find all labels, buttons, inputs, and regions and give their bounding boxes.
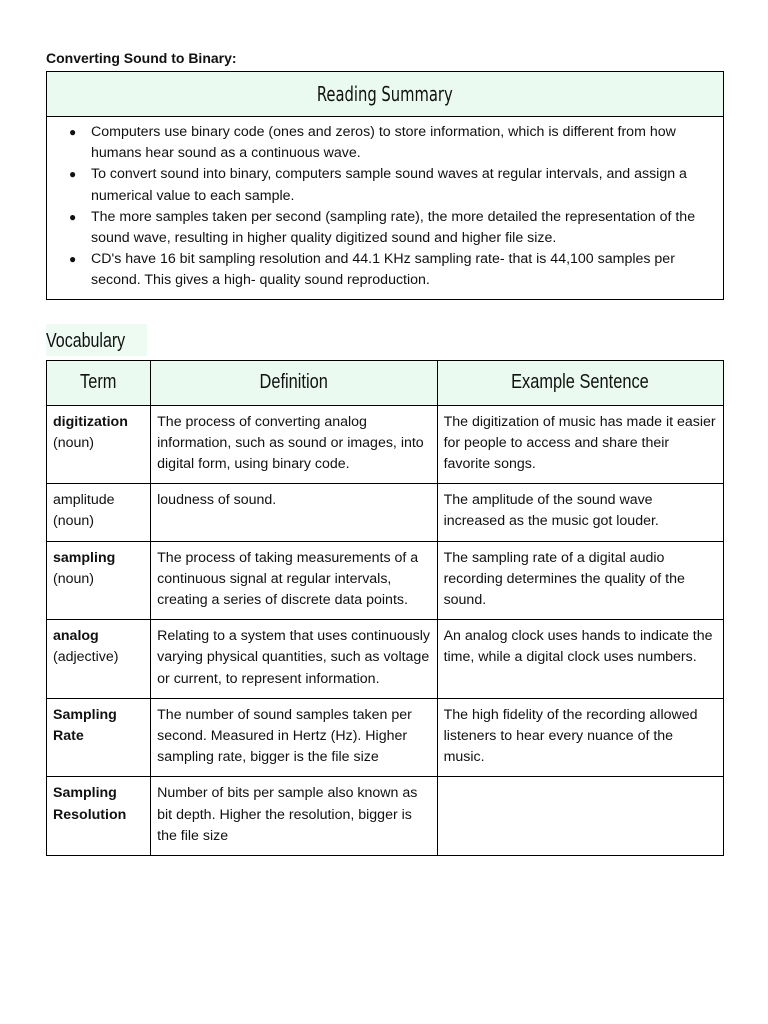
bullet-icon: ●	[69, 252, 77, 267]
table-row	[47, 484, 724, 541]
summary-bullet	[69, 207, 715, 249]
table-row	[47, 777, 724, 856]
column-header-definition	[151, 360, 437, 405]
example-cell: An analog clock uses hands to indicate the time, while a digital clock uses numbers.	[437, 620, 723, 699]
example-cell	[437, 777, 723, 856]
bullet-icon: ●	[69, 209, 77, 224]
summary-list	[55, 122, 715, 292]
example-cell: The sampling rate of a digital audio recording determines the quality of the sound.	[437, 541, 723, 620]
summary-bullet	[69, 122, 715, 164]
term-cell	[47, 541, 151, 620]
definition-cell: Relating to a system that uses continuously varying physical quantities, such as voltage or current, to represent information.	[151, 620, 437, 699]
summary-bullet-text: CD's have 16 bit sampling resolution and 44.1 KHz sampling rate- that is 44,100 samples per second. This gives a high- quality sound reproduction.	[91, 251, 675, 289]
vocabulary-heading	[46, 324, 147, 356]
term-cell	[47, 777, 151, 856]
reading-summary-heading: Reading Summary	[317, 82, 453, 106]
reading-summary-header	[47, 72, 724, 117]
part-of-speech: (adjective)	[53, 649, 119, 666]
table-row	[47, 620, 724, 699]
column-header-term	[47, 360, 151, 405]
vocabulary-header-row	[47, 360, 724, 405]
term-word: Sampling Resolution	[53, 785, 127, 823]
summary-bullet-text: Computers use binary code (ones and zeros) to store information, which is different from how humans hear sound as a continuous wave.	[91, 124, 676, 162]
document-page	[46, 48, 726, 856]
example-cell: The digitization of music has made it easier for people to access and share their favorite songs.	[437, 405, 723, 484]
vocabulary-heading-text: Vocabulary	[46, 329, 126, 352]
bullet-icon: ●	[69, 125, 77, 139]
column-header-example	[437, 360, 723, 405]
term-cell	[47, 698, 151, 777]
term-word: digitization	[53, 413, 128, 430]
bullet-icon: ●	[69, 167, 77, 182]
column-header-text: Definition	[259, 371, 329, 394]
table-row	[47, 405, 724, 484]
term-word: analog	[53, 628, 99, 645]
term-cell	[47, 484, 151, 541]
document-title: Converting Sound to Binary:	[46, 50, 237, 66]
term-cell	[47, 405, 151, 484]
term-word: sampling	[53, 549, 116, 566]
summary-bullet	[69, 164, 715, 206]
vocabulary-table	[46, 360, 724, 856]
summary-bullet-text: The more samples taken per second (sampling rate), the more detailed the representation of the sound wave, resulting in higher quality digitized sound and higher file size.	[91, 208, 696, 247]
part-of-speech: (noun)	[53, 570, 95, 587]
reading-summary-body	[47, 117, 724, 300]
definition-cell: The process of converting analog information, such as sound or images, into digital form, using binary code.	[151, 405, 437, 484]
term-word: Sampling Rate	[53, 706, 117, 745]
example-cell: The amplitude of the sound wave increased as the music got louder.	[437, 484, 723, 541]
term-cell	[47, 620, 151, 699]
part-of-speech: amplitude (noun)	[53, 492, 115, 530]
summary-bullet-text: To convert sound into binary, computers sample sound waves at regular intervals, and assign a numerical value to each sample.	[91, 166, 687, 204]
definition-cell: loudness of sound.	[151, 484, 437, 541]
column-header-text: Term	[80, 371, 117, 394]
summary-bullet	[69, 249, 715, 291]
definition-cell: The number of sound samples taken per second. Measured in Hertz (Hz). Higher sampling rate, bigger is the file size	[151, 698, 437, 777]
table-row	[47, 698, 724, 777]
example-cell: The high fidelity of the recording allowed listeners to hear every nuance of the music.	[437, 698, 723, 777]
definition-cell: The process of taking measurements of a continuous signal at regular intervals, creating a series of discrete data points.	[151, 541, 437, 620]
table-row	[47, 541, 724, 620]
part-of-speech: (noun)	[53, 434, 95, 451]
definition-cell: Number of bits per sample also known as bit depth. Higher the resolution, bigger is the file size	[151, 777, 437, 856]
column-header-text: Example Sentence	[511, 371, 650, 394]
reading-summary-table	[46, 71, 724, 300]
